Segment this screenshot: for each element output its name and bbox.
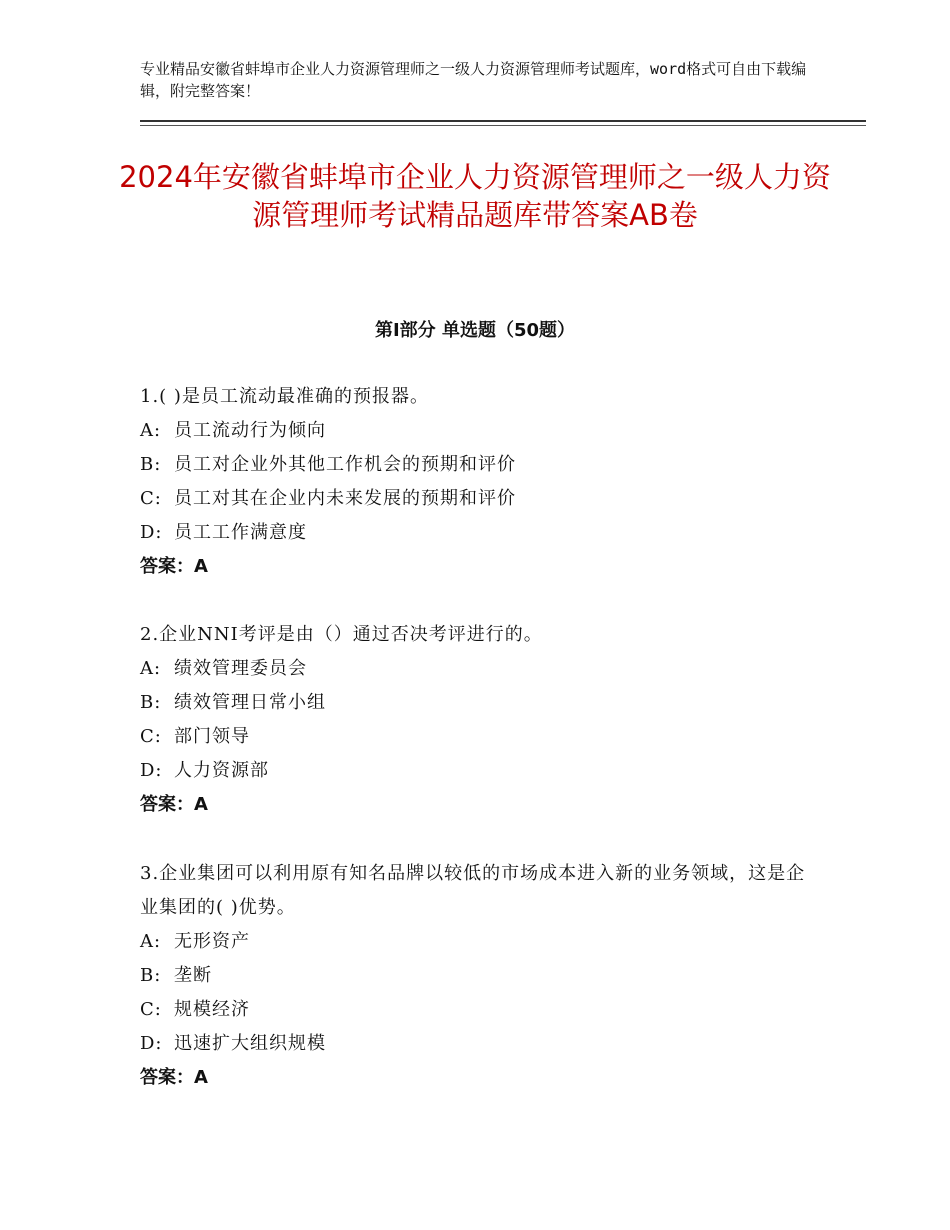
question-stem: 1.( )是员工流动最准确的预报器。 <box>140 386 429 407</box>
option-key: B: <box>140 454 162 475</box>
option-a <box>140 414 840 448</box>
option-a <box>140 652 840 686</box>
answer: 答案：A <box>140 1067 208 1088</box>
header-rule-thick <box>140 120 866 122</box>
option-d <box>140 754 840 788</box>
answer: 答案：A <box>140 556 208 577</box>
option-text: 员工工作满意度 <box>174 522 307 543</box>
option-d <box>140 516 840 550</box>
header-rule-thin <box>140 125 866 126</box>
option-text: 人力资源部 <box>174 760 269 781</box>
option-text: 绩效管理委员会 <box>174 658 307 679</box>
option-text: 规模经济 <box>174 999 250 1020</box>
option-text: 员工流动行为倾向 <box>174 420 326 441</box>
option-key: C: <box>140 488 162 509</box>
document-title: 2024年安徽省蚌埠市企业人力资源管理师之一级人力资源管理师考试精品题库带答案AB卷 <box>119 160 831 232</box>
question-2 <box>140 618 840 822</box>
option-text: 部门领导 <box>174 726 250 747</box>
option-text: 员工对其在企业内未来发展的预期和评价 <box>174 488 516 509</box>
section-title: 第Ⅰ部分 单选题（50题） <box>374 320 575 341</box>
question-1 <box>140 380 840 584</box>
option-text: 绩效管理日常小组 <box>174 692 326 713</box>
option-b <box>140 448 840 482</box>
option-key: B: <box>140 692 162 713</box>
option-b <box>140 959 820 993</box>
option-key: D: <box>140 1033 163 1054</box>
question-3 <box>140 857 820 1095</box>
option-key: B: <box>140 965 162 986</box>
option-text: 员工对企业外其他工作机会的预期和评价 <box>174 454 516 475</box>
option-text: 垄断 <box>174 965 212 986</box>
option-key: A: <box>140 420 162 441</box>
header-note: 专业精品安徽省蚌埠市企业人力资源管理师之一级人力资源管理师考试题库，word格式可自由下载编辑，附完整答案！ <box>140 60 807 100</box>
option-b <box>140 686 840 720</box>
option-text: 迅速扩大组织规模 <box>174 1033 326 1054</box>
option-text: 无形资产 <box>174 931 250 952</box>
option-c <box>140 993 820 1027</box>
answer: 答案：A <box>140 794 208 815</box>
option-a <box>140 925 820 959</box>
option-c <box>140 482 840 516</box>
option-key: D: <box>140 522 163 543</box>
option-key: A: <box>140 658 162 679</box>
question-stem: 2.企业NNI考评是由（）通过否决考评进行的。 <box>140 624 543 645</box>
question-stem: 3.企业集团可以利用原有知名品牌以较低的市场成本进入新的业务领域，这是企业集团的( )优势。 <box>140 863 806 918</box>
option-c <box>140 720 840 754</box>
option-key: C: <box>140 999 162 1020</box>
option-key: A: <box>140 931 162 952</box>
option-d <box>140 1027 820 1061</box>
option-key: C: <box>140 726 162 747</box>
option-key: D: <box>140 760 163 781</box>
